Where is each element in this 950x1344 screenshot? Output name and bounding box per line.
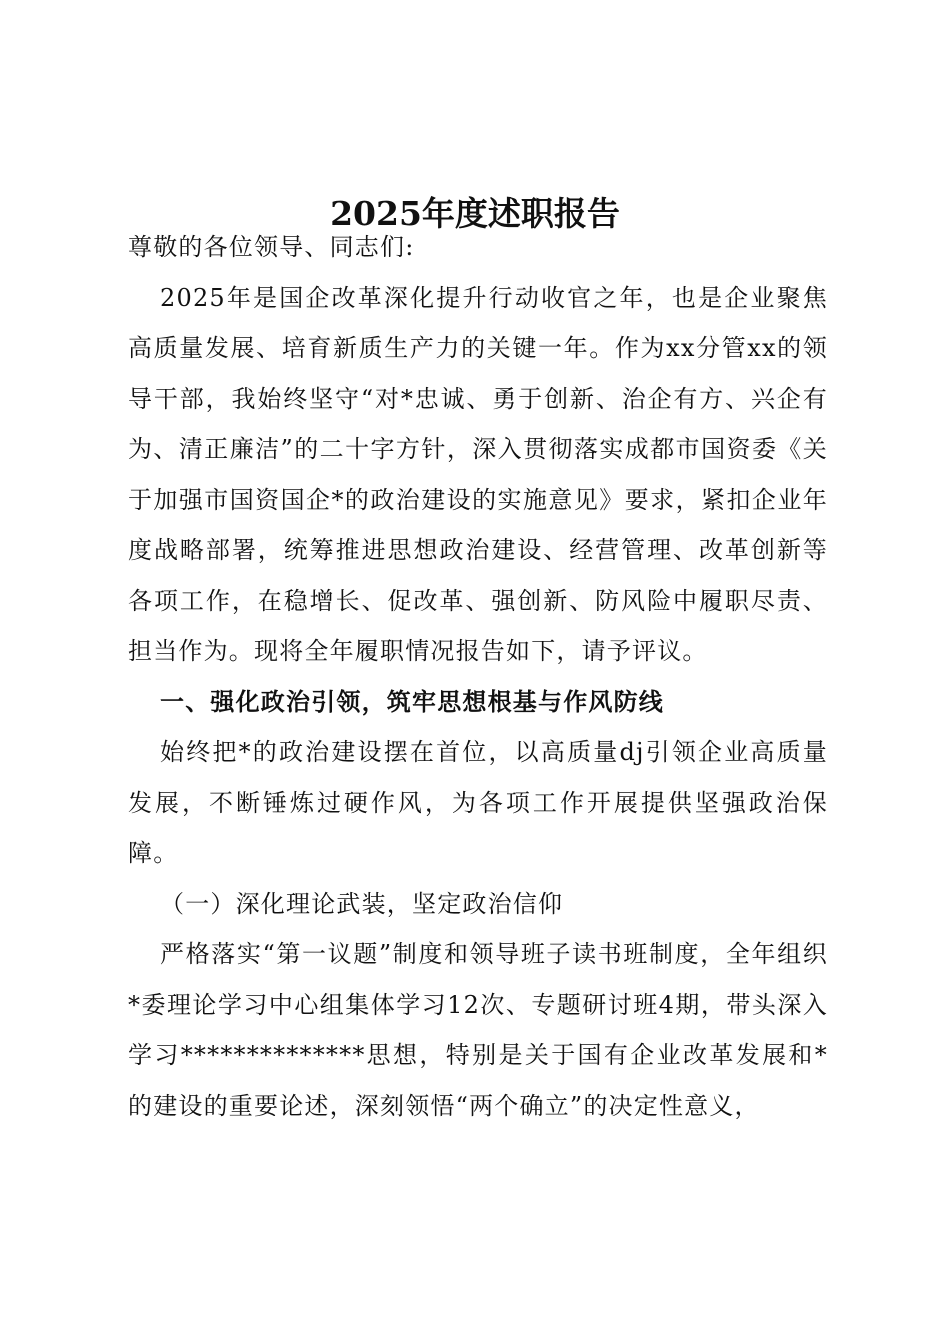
greeting-paragraph: 尊敬的各位领导、同志们: bbox=[128, 233, 415, 261]
section-intro-paragraph: 始终把*的政治建设摆在首位，以高质量dj引领企业高质量发展，不断锤炼过硬作风，为各项工作开展提供坚强政治保障。 bbox=[128, 738, 828, 867]
section-heading: 一、强化政治引领，筑牢思想根基与作风防线 bbox=[160, 687, 664, 716]
intro-paragraph: 2025年是国企改革深化提升行动收官之年，也是企业聚焦高质量发展、培育新质生产力的关键一年。作为xx分管xx的领导干部，我始终坚守“对*忠诚、勇于创新、治企有方、兴企有为、清正廉洁”的二十字方针，深入贯彻落实成都市国资委《关于加强市国资国企*的政治建设的实施意见》要求，紧扣企业年度战略部署，统筹推进思想政治建设、经营管理、改革创新等各项工作，在稳增长、促改革、强创新、防风险中履职尽责、担当作为。现将全年履职情况报告如下，请予评议。 bbox=[128, 283, 828, 665]
subsection-heading: （一）深化理论武装，坚定政治信仰 bbox=[160, 889, 564, 918]
subsection-body-paragraph: 严格落实“第一议题”制度和领导班子读书班制度，全年组织*委理论学习中心组集体学习12次、专题研讨班4期，带头深入学习**************思想，特别是关于国有企业改革发展和*的建设的重要论述，深刻领悟“两个确立”的决定性意义， bbox=[128, 940, 828, 1120]
document-title: 2025年度述职报告 bbox=[330, 194, 620, 234]
document-body bbox=[128, 222, 828, 1131]
